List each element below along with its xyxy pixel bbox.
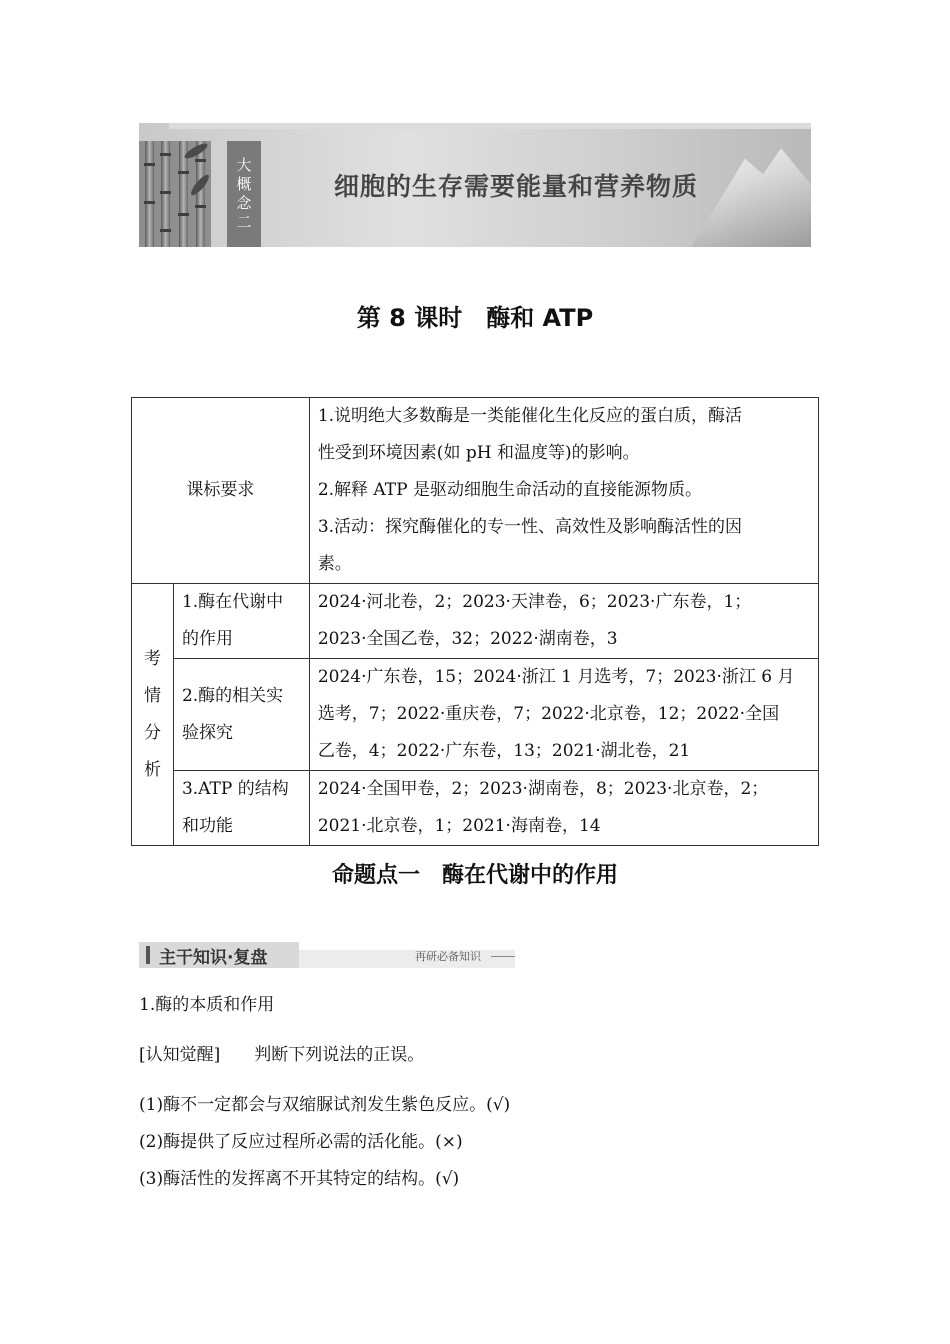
analysis-label-char: 分 <box>143 722 161 743</box>
concept-banner <box>139 123 811 247</box>
topic-line: 1.酶在代谢中 <box>181 592 284 612</box>
standards-line: 2.解释 ATP 是驱动细胞生命活动的直接能源物质。 <box>317 480 702 500</box>
knowledge-bar-subtitle: 再研必备知识 <box>415 950 481 963</box>
analysis-row <box>132 659 819 771</box>
analysis-label <box>132 584 174 846</box>
analysis-row <box>132 771 819 846</box>
knowledge-bar-stripe <box>146 946 150 964</box>
standards-line: 性受到环境因素(如 pH 和温度等)的影响。 <box>317 443 640 463</box>
source-cell <box>309 659 818 771</box>
topic-cell <box>173 771 309 846</box>
standards-line: 素。 <box>317 554 352 574</box>
source-line: 乙卷，4；2022·广东卷，13；2021·湖北卷，21 <box>317 741 691 761</box>
source-cell <box>309 771 818 846</box>
section-title: 命题点一 酶在代谢中的作用 <box>331 863 618 888</box>
subsection-heading: 1.酶的本质和作用 <box>139 995 275 1015</box>
banner-top-line <box>169 123 811 129</box>
lesson-title: 第 8 课时 酶和 ATP <box>356 304 594 332</box>
topic-line: 的作用 <box>181 629 233 649</box>
standards-line: 3.活动：探究酶催化的专一性、高效性及影响酶活性的因 <box>317 517 743 537</box>
analysis-label-char: 情 <box>143 685 161 706</box>
standards-row <box>132 398 819 584</box>
source-line: 2024·河北卷，2；2023·天津卷，6；2023·广东卷，1； <box>317 592 752 612</box>
analysis-label-char: 考 <box>143 648 161 669</box>
topic-cell <box>173 584 309 659</box>
standards-cell <box>309 398 818 584</box>
standards-line: 1.说明绝大多数酶是一类能催化生化反应的蛋白质，酶活 <box>317 406 743 426</box>
knowledge-bar-band <box>299 950 515 968</box>
concept-tag <box>227 141 261 247</box>
concept-tag-char: 念 <box>236 194 252 212</box>
analysis-label-char: 析 <box>143 759 161 780</box>
knowledge-bar-title: 主干知识·复盘 <box>159 948 268 968</box>
knowledge-review-bar <box>139 942 515 968</box>
knowledge-bar-line <box>491 956 515 957</box>
source-line: 2024·全国甲卷，2；2023·湖南卷，8；2023·北京卷，2； <box>317 779 769 799</box>
concept-tag-char: 概 <box>236 175 252 193</box>
concept-tag-char: 二 <box>236 213 252 231</box>
banner-title: 细胞的生存需要能量和营养物质 <box>334 172 699 201</box>
source-line: 选考，7；2022·重庆卷，7；2022·北京卷，12；2022·全国 <box>317 704 780 724</box>
topic-line: 和功能 <box>181 816 233 836</box>
topic-line: 2.酶的相关实 <box>181 685 284 706</box>
exercise-item: (1)酶不一定都会与双缩脲试剂发生紫色反应。(√) <box>139 1095 511 1115</box>
topic-line: 验探究 <box>181 722 233 743</box>
exercise-prompt: [认知觉醒] 判断下列说法的正误。 <box>139 1045 425 1065</box>
topic-line: 3.ATP 的结构 <box>181 779 289 799</box>
exercise-item: (3)酶活性的发挥离不开其特定的结构。(√) <box>139 1169 460 1189</box>
exercise-item: (2)酶提供了反应过程所必需的活化能。(×) <box>139 1132 463 1152</box>
source-line: 2023·全国乙卷，32；2022·湖南卷，3 <box>317 629 618 649</box>
source-line: 2024·广东卷，15；2024·浙江 1 月选考，7；2023·浙江 6 月 <box>317 667 795 687</box>
standards-label: 课标要求 <box>132 398 310 584</box>
requirements-table <box>131 397 819 846</box>
bamboo-image <box>139 141 211 247</box>
source-line: 2021·北京卷，1；2021·海南卷，14 <box>317 816 601 836</box>
mountain-image <box>691 143 811 247</box>
source-cell <box>309 584 818 659</box>
analysis-row <box>132 584 819 659</box>
topic-cell <box>173 659 309 771</box>
concept-tag-char: 大 <box>236 156 252 174</box>
